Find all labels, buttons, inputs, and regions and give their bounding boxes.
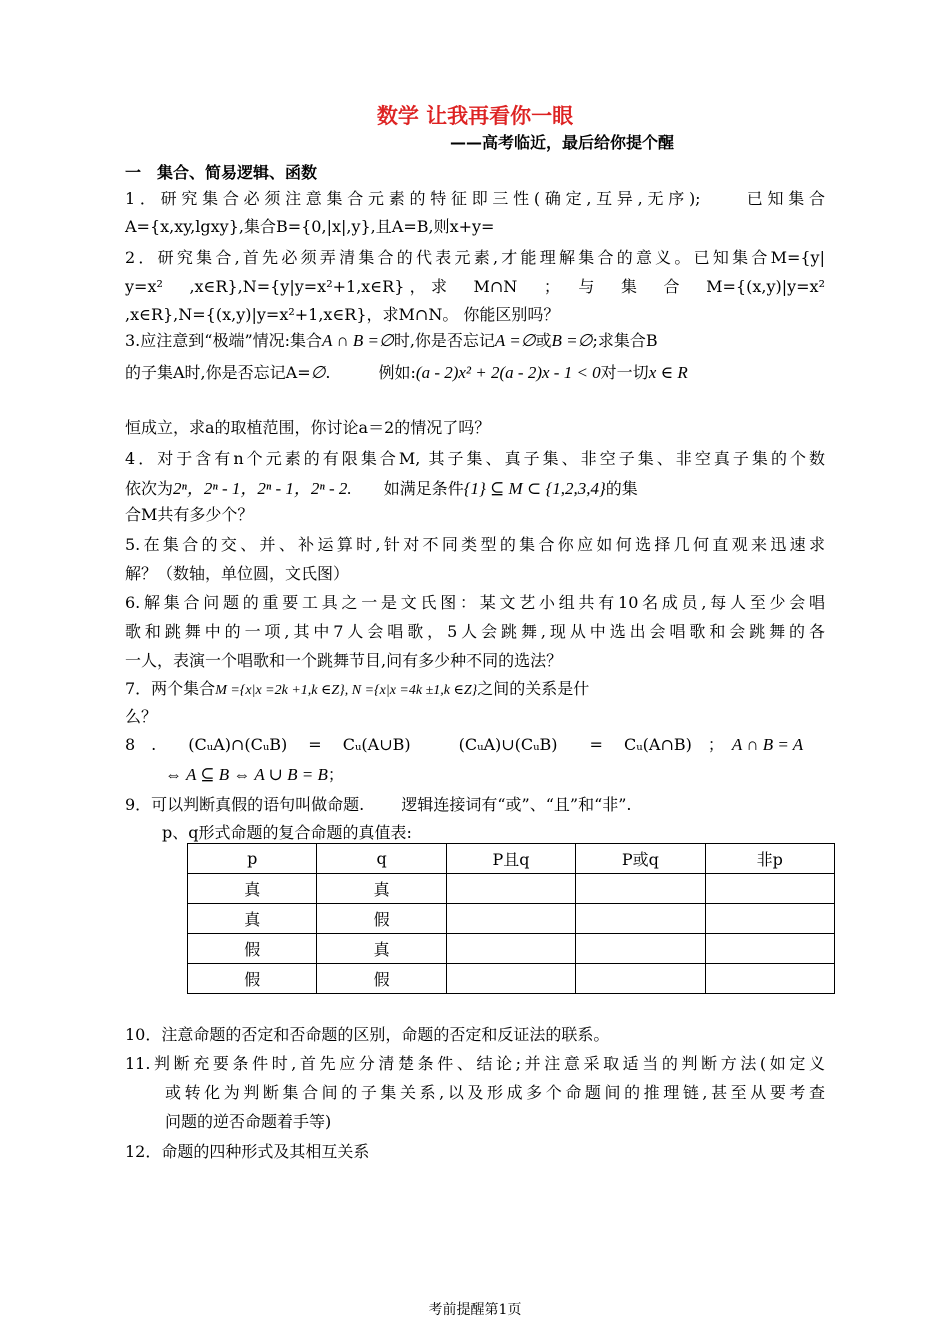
table-header-cell: 非p	[705, 844, 834, 874]
math-x-in-r: x ∈ R	[648, 363, 688, 382]
table-row	[188, 934, 835, 964]
item-3-text-2: 时,你是否忘记	[393, 331, 495, 350]
math-inequality: (a - 2)x² + 2(a - 2)x - 1 < 0	[415, 363, 601, 382]
item-3-text-4: ;求集合B	[592, 331, 658, 350]
item-3-line-1	[125, 328, 658, 351]
table-cell	[705, 934, 834, 964]
table-cell	[576, 934, 705, 964]
item-7-text-1: 7．两个集合	[125, 679, 216, 698]
table-cell: 假	[317, 904, 446, 934]
table-cell	[446, 934, 575, 964]
table-cell: 真	[317, 934, 446, 964]
item-3-line-3: 恒成立，求a的取植范围，你讨论a＝2的情况了吗？	[125, 418, 491, 437]
item-1-line-1: 1．研究集合必须注意集合元素的特征即三性(确定,互异,无序); 已知集合	[125, 189, 825, 208]
item-8-text-2: ；	[327, 765, 344, 784]
item-10: 10．注意命题的否定和否命题的区别，命题的否定和反证法的联系。	[125, 1025, 610, 1044]
table-cell	[576, 874, 705, 904]
table-cell	[446, 964, 575, 994]
item-4-line-2	[125, 474, 638, 499]
table-cell	[446, 874, 575, 904]
table-header-cell: P且q	[446, 844, 575, 874]
math-intersection-empty: A ∩ B =∅	[322, 331, 394, 350]
math-a-intersect-b: A ∩ B = A	[731, 735, 804, 754]
table-cell	[576, 904, 705, 934]
table-header-cell: p	[188, 844, 317, 874]
item-3-text-7: 对一切	[600, 363, 649, 382]
math-equivalence-chain: ⇔ A ⊆ B ⇔ A ∪ B = B	[165, 765, 328, 784]
table-cell	[705, 964, 834, 994]
item-2-line-3: ,x∈R},N={(x,y)|y=x²+1,x∈R}，求M∩N。 你能区别吗？	[125, 305, 560, 324]
item-3-text-1: 3.应注意到“极端”情况:集合	[125, 331, 323, 350]
item-8-line-1	[125, 732, 803, 755]
table-row	[188, 964, 835, 994]
item-6-line-2: 歌和跳舞中的一项,其中7人会唱歌，5人会跳舞,现从中选出会唱歌和会跳舞的各	[125, 622, 825, 641]
item-4-line-1: 4．对于含有n个元素的有限集合M, 其子集、真子集、非空子集、非空真子集的个数	[125, 449, 825, 468]
table-cell: 真	[188, 904, 317, 934]
table-row	[188, 904, 835, 934]
page-footer: 考前提醒第1页	[428, 1302, 522, 1318]
item-8-line-2	[165, 762, 344, 785]
table-cell: 假	[188, 964, 317, 994]
item-4-line-3: 合M共有多少个？	[125, 505, 254, 524]
table-row	[188, 874, 835, 904]
item-4-text-1: 依次为	[125, 479, 174, 498]
item-11-line-1: 11.判断充要条件时,首先应分清楚条件、结论;并注意采取适当的判断方法(如定义	[125, 1054, 825, 1073]
item-3-text-5: 的子集A时,你是否忘记A=	[125, 363, 311, 382]
section-heading: 一 集合、简易逻辑、函数	[125, 163, 318, 182]
table-cell: 真	[188, 874, 317, 904]
item-3-line-2	[125, 360, 688, 383]
table-cell	[705, 904, 834, 934]
item-4-text-2: 如满足条件	[383, 479, 464, 498]
table-header-cell: q	[317, 844, 446, 874]
item-4-text-3: 的集	[605, 479, 638, 498]
math-subset-condition: {1} ⊆ M ⊂ {1,2,3,4}	[463, 479, 606, 498]
item-11-line-2: 或转化为判断集合间的子集关系,以及形成多个命题间的推理链,甚至从要考查	[165, 1083, 825, 1102]
page-subtitle: ——高考临近，最后给你提个醒	[450, 133, 675, 152]
math-subset-counts: 2ⁿ，2ⁿ - 1，2ⁿ - 1，2ⁿ - 2.	[173, 479, 352, 498]
item-3-text-6: . 例如:	[325, 363, 416, 382]
item-12: 12．命题的四种形式及其相互关系	[125, 1142, 370, 1161]
math-empty-set: ∅	[310, 363, 326, 382]
item-7-line-1	[125, 676, 589, 699]
table-cell: 假	[317, 964, 446, 994]
math-two-sets: M ={x|x =2k +1,k ∈Z}, N ={x|x =4k ±1,k ∈Z}	[215, 683, 478, 698]
item-7-text-2: 之间的关系是什	[477, 679, 590, 698]
item-3-text-3: 或	[535, 331, 552, 350]
math-b-empty: B =∅	[551, 331, 593, 350]
item-9-line-2: p、q形式命题的复合命题的真值表:	[162, 823, 412, 842]
table-cell: 假	[188, 934, 317, 964]
item-5-line-1: 5.在集合的交、并、补运算时,针对不同类型的集合你应如何选择几何直观来迅速求	[125, 535, 825, 554]
item-2-line-1: 2．研究集合,首先必须弄清集合的代表元素,才能理解集合的意义。已知集合M={y|	[125, 248, 825, 267]
item-1-line-2: A={x,xy,lgxy},集合B={0,|x|,y},且A=B,则x+y=	[125, 217, 495, 236]
item-2-line-2: y=x² ,x∈R},N={y|y=x²+1,x∈R}，求 M∩N ； 与 集 合 M={(x,y)|y=x²	[125, 277, 825, 296]
item-5-line-2: 解？（数轴，单位圆，文氏图）	[125, 564, 350, 583]
item-11-line-3: 问题的逆否命题着手等)	[165, 1112, 332, 1131]
item-7-line-2: 么？	[125, 707, 158, 726]
truth-table-header	[188, 844, 835, 874]
table-cell	[705, 874, 834, 904]
item-9-line-1: 9．可以判断真假的语句叫做命题. 逻辑连接词有“或”、“且”和“非”.	[125, 795, 632, 814]
truth-table	[187, 843, 835, 994]
table-cell: 真	[317, 874, 446, 904]
item-6-line-1: 6.解集合问题的重要工具之一是文氏图：某文艺小组共有10名成员,每人至少会唱	[125, 593, 825, 612]
item-8-text-1: 8 . (CᵤA)∩(CᵤB) = Cᵤ(A∪B) (CᵤA)∪(CᵤB) = Cᵤ(A∩B) ；	[125, 735, 716, 754]
table-header-cell: P或q	[576, 844, 705, 874]
math-a-empty: A =∅	[494, 331, 536, 350]
table-cell	[576, 964, 705, 994]
page-title: 数学 让我再看你一眼	[376, 104, 574, 128]
item-6-line-3: 一人，表演一个唱歌和一个跳舞节目,问有多少种不同的选法？	[125, 651, 563, 670]
table-cell	[446, 904, 575, 934]
